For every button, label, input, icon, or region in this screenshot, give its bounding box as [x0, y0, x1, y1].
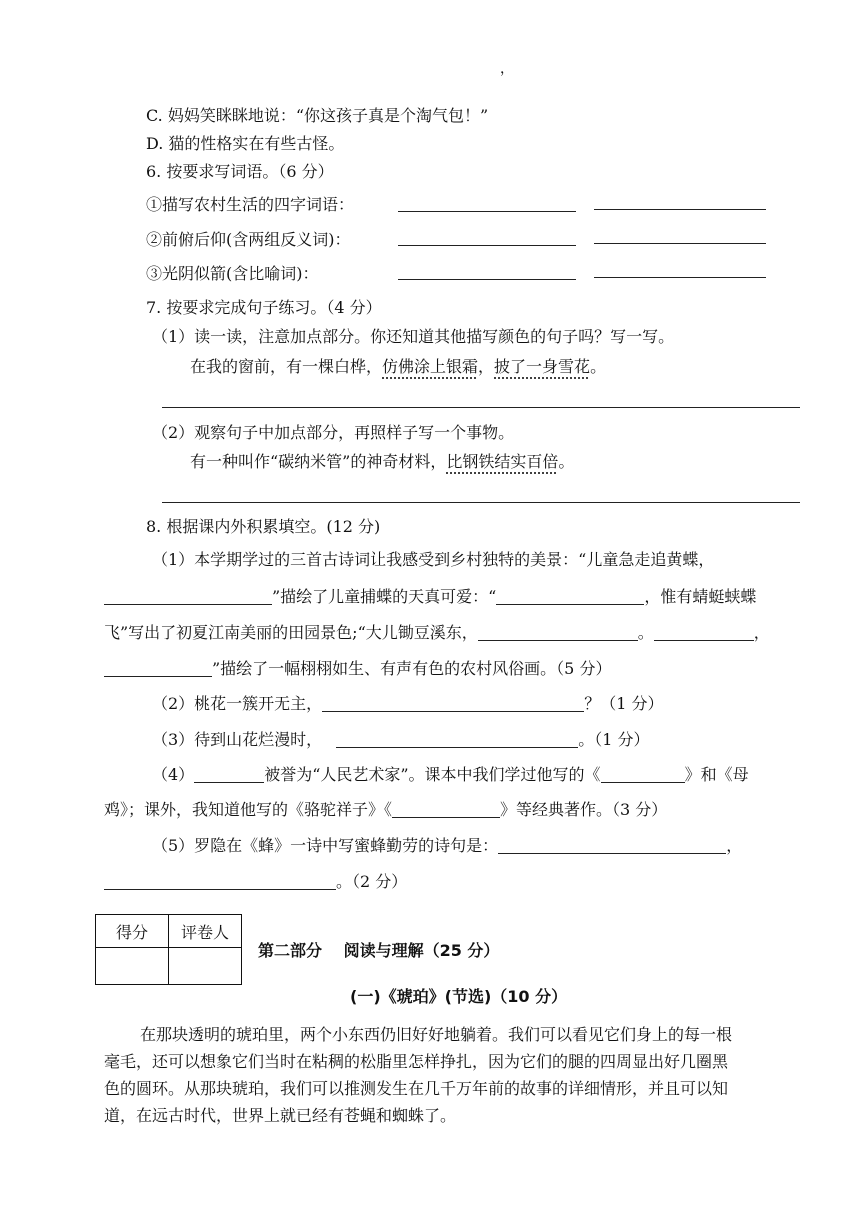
dotted-phrase-1: 仿佛涂上银霜 [382, 357, 479, 376]
q7-sub1-prompt: （1）读一读，注意加点部分。你还知道其他描写颜色的句子吗？写一写。 [152, 327, 675, 346]
q8-s1-blank-2[interactable] [496, 588, 644, 605]
q6-item-2-blank-1[interactable] [398, 245, 576, 246]
q8-s1-line2: ”描绘了儿童捕蝶的天真可爱：“ ，惟有蜻蜓蛱蝶 [104, 586, 756, 608]
q8-s5-line1: （5）罗隐在《蜂》一诗中写蜜蜂勤劳的诗句是： ， [152, 836, 743, 855]
q8-s1-line3: 飞”写出了初夏江南美丽的田园景色;“大儿锄豆溪东， 。 ， [104, 623, 770, 642]
q8-s5-blank-1[interactable] [498, 837, 726, 854]
q7-sub2-answer-line[interactable] [162, 502, 800, 503]
q8-s1-blank-4[interactable] [654, 624, 754, 641]
q6-item-3-blank-1[interactable] [398, 279, 576, 280]
q8-s4-line1: （4） 被誉为“人民艺术家”。课本中我们学过他写的《 》和《母 [152, 765, 749, 784]
q8-s1-blank-3[interactable] [478, 624, 638, 641]
q8-s3: （3）待到山花烂漫时， 。（1 分） [152, 730, 650, 749]
dotted-phrase-3: 比钢铁结实百倍 [446, 452, 559, 471]
q8-s2: （2）桃花一簇开无主， ？（1 分） [152, 694, 664, 713]
q8-title: 8. 根据课内外积累填空。(12 分) [146, 517, 381, 536]
q8-s1-blank-1[interactable] [104, 588, 272, 605]
q7-sub1-sentence: 在我的窗前，有一棵白桦，仿佛涂上银霜，披了一身雪花。 [190, 357, 607, 376]
score-cell[interactable] [96, 948, 169, 985]
q8-s5-line2: 。（2 分） [104, 871, 407, 893]
q8-s4-line2: 鸡》；课外，我知道他写的《骆驼祥子》《 》等经典著作。（3 分） [104, 800, 668, 819]
part2-title: 第二部分 阅读与理解（25 分） [258, 941, 500, 960]
q5-option-c: C. 妈妈笑眯眯地说：“你这孩子真是个淘气包！” [146, 106, 489, 125]
top-mark: ， [500, 61, 514, 77]
q6-item-2: ②前俯后仰(含两组反义词)： [146, 230, 351, 249]
q6-item-2-blank-2[interactable] [594, 243, 766, 244]
passage-line-1: 在那块透明的琥珀里，两个小东西仍旧好好地躺着。我们可以看见它们身上的每一根 [140, 1025, 733, 1044]
q8-s4-blank-3[interactable] [392, 801, 500, 818]
q8-s1-line4: ”描绘了一幅栩栩如生、有声有色的农村风俗画。（5 分） [104, 658, 611, 680]
q7-sub2-sentence: 有一种叫作“碳纳米管”的神奇材料，比钢铁结实百倍。 [190, 452, 575, 471]
q8-s3-blank[interactable] [336, 731, 578, 748]
q7-title: 7. 按要求完成句子练习。（4 分） [146, 298, 382, 317]
q6-item-3-blank-2[interactable] [594, 277, 766, 278]
q8-s1-line1: （1）本学期学过的三首古诗词让我感受到乡村独特的美景：“儿童急走追黄蝶， [152, 550, 715, 569]
passage-line-4: 道，在远古时代，世界上就已经有苍蝇和蜘蛛了。 [104, 1106, 457, 1125]
q5-option-d: D. 猫的性格实在有些古怪。 [146, 134, 345, 153]
passage-line-2: 毫毛，还可以想象它们当时在粘稠的松脂里怎样挣扎，因为它们的腿的四周显出好几圈黑 [104, 1052, 729, 1071]
grader-cell[interactable] [169, 948, 242, 985]
q6-title: 6. 按要求写词语。（6 分） [146, 162, 334, 181]
q7-sub2-prompt: （2）观察句子中加点部分，再照样子写一个事物。 [152, 423, 515, 442]
q6-item-3: ③光阴似箭(含比喻词)： [146, 264, 319, 283]
section-title: (一)《琥珀》(节选)（10 分） [350, 987, 568, 1006]
passage-line-3: 色的圆环。从那块琥珀，我们可以推测发生在几千万年前的故事的详细情形，并且可以知 [104, 1079, 729, 1098]
q8-s4-blank-1[interactable] [194, 766, 264, 783]
q8-s2-blank[interactable] [322, 695, 584, 712]
score-box [95, 914, 242, 985]
grader-header: 评卷人 [169, 915, 242, 948]
score-header: 得分 [96, 915, 169, 948]
q6-item-1: ①描写农村生活的四字词语： [146, 195, 355, 214]
q8-s4-blank-2[interactable] [601, 766, 685, 783]
q7-sub1-answer-line[interactable] [162, 407, 800, 408]
q8-s5-blank-2[interactable] [104, 873, 336, 890]
dotted-phrase-2: 披了一身雪花 [494, 357, 591, 376]
q8-s1-blank-5[interactable] [104, 660, 212, 677]
q6-item-1-blank-1[interactable] [398, 211, 576, 212]
q6-item-1-blank-2[interactable] [594, 209, 766, 210]
